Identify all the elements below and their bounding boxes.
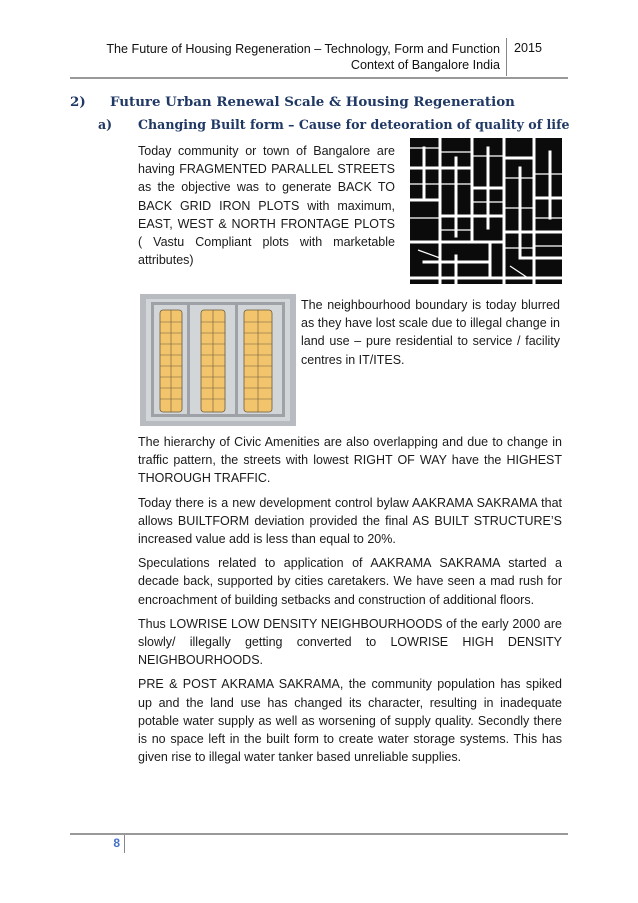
footer-divider xyxy=(124,835,125,853)
paragraph-aakrama-bylaw: Today there is a new development control bylaw AAKRAMA SAKRAMA that allows BUILTFORM deviation provided the final AS BUILT STRUCTURE’S increased value add is less than equal to 20%. xyxy=(138,495,562,547)
section-number: 2) xyxy=(70,94,86,110)
header-rule xyxy=(70,77,568,79)
header-year: 2015 xyxy=(514,41,543,55)
section-heading xyxy=(70,94,515,110)
paragraph-water-supply: PRE & POST AKRAMA SAKRAMA, the community population has spiked up and the land use has changed its character, resulting in inadequate potable water supply as well as worsening of supply quality. Secondly there is no space left in the built form to create water storage systems. This has given rise to illegal water tanker based unreliable supplies. xyxy=(138,677,562,765)
paragraph-fragmented-streets: Today community or town of Bangalore are having FRAGMENTED PARALLEL STREETS as the objective was to generate BACK TO BACK GRID IRON PLOTS with maximum, EAST, WEST & NORTH FRONTAGE PLOTS ( Vastu Compliant plots with marketable attributes) xyxy=(138,144,395,268)
section-title: Future Urban Renewal Scale & Housing Regeneration xyxy=(110,94,515,110)
header-title-line1: The Future of Housing Regeneration – Technology, Form and Function xyxy=(106,42,500,56)
subsection-title: Changing Built form – Cause for deteoration of quality of life xyxy=(138,117,570,132)
header-divider xyxy=(506,38,507,76)
paragraph-speculations: Speculations related to application of AAKRAMA SAKRAMA started a decade back, supported by cities caretakers. We have seen a mad rush for encroachment of building setbacks and construction of additional floors. xyxy=(138,556,562,607)
header-title-line2: Context of Bangalore India xyxy=(350,58,500,72)
subsection-heading xyxy=(98,117,570,132)
page-number: 8 xyxy=(113,836,120,850)
paragraph-density-conversion: Thus LOWRISE LOW DENSITY NEIGHBOURHOODS of the early 2000 are slowly/ illegally getting converted to LOWRISE HIGH DENSITY NEIGHBOURHOODS. xyxy=(138,616,562,668)
body-text-block xyxy=(138,433,562,772)
street-pattern-figure xyxy=(410,138,562,284)
grid-iron-plots-figure xyxy=(140,294,296,426)
header-title xyxy=(60,41,500,73)
footer-rule xyxy=(70,833,568,835)
paragraph-neighbourhood-boundary: The neighbourhood boundary is today blurred as they have lost scale due to illegal change in land use – pure residential to service / facility centres in IT/ITES. xyxy=(301,298,560,367)
paragraph-civic-amenities: The hierarchy of Civic Amenities are also overlapping and due to change in traffic pattern, the streets with lowest RIGHT OF WAY have the HIGHEST THOROUGH TRAFFIC. xyxy=(138,435,562,486)
subsection-letter: a) xyxy=(98,117,113,132)
